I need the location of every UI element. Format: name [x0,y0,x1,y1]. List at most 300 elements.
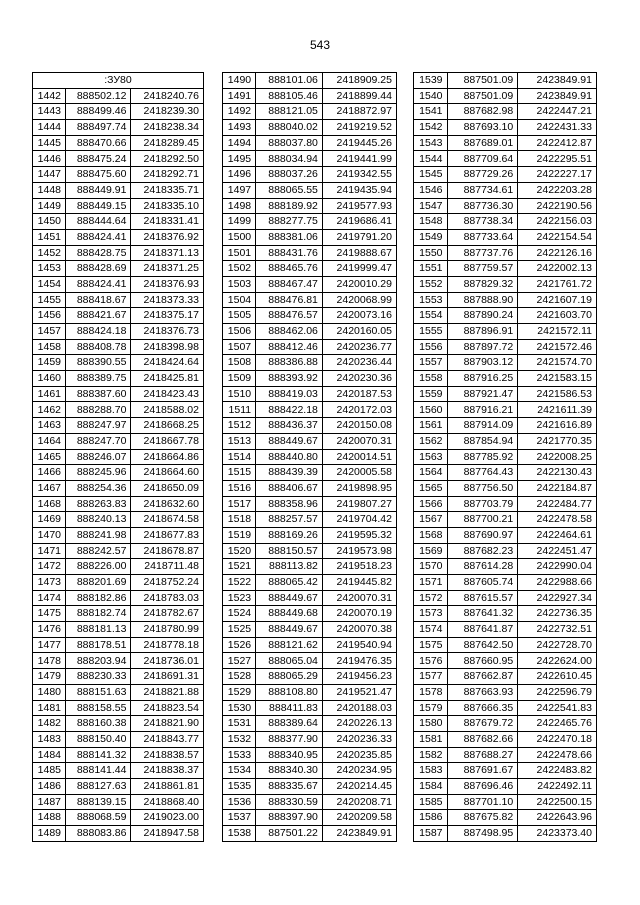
x-coordinate: 888150.57 [256,543,323,559]
point-number: 1521 [223,559,256,575]
table-row [223,198,397,214]
table-row [33,418,204,434]
x-coordinate: 888150.40 [66,731,131,747]
x-coordinate: 887916.25 [447,371,518,387]
y-coordinate: 2418667.78 [131,433,204,449]
x-coordinate: 887679.72 [447,716,518,732]
y-coordinate: 2418664.60 [131,465,204,481]
point-number: 1442 [33,88,66,104]
point-number: 1578 [414,684,448,700]
x-coordinate: 888127.63 [66,778,131,794]
x-coordinate: 888226.00 [66,559,131,575]
table-row [33,653,204,669]
point-number: 1554 [414,308,448,324]
table-row [414,308,597,324]
table-row [33,622,204,638]
table-row [414,324,597,340]
y-coordinate: 2420014.51 [322,449,396,465]
point-number: 1562 [414,433,448,449]
y-coordinate: 2423849.91 [518,88,597,104]
x-coordinate: 888424.41 [66,229,131,245]
y-coordinate: 2418678.87 [131,543,204,559]
point-number: 1501 [223,245,256,261]
y-coordinate: 2422203.28 [518,182,597,198]
y-coordinate: 2419540.94 [322,637,396,653]
table-row [33,371,204,387]
table-row [414,763,597,779]
table-row [33,637,204,653]
y-coordinate: 2418782.67 [131,606,204,622]
y-coordinate: 2418823.54 [131,700,204,716]
y-coordinate: 2419219.52 [322,120,396,136]
y-coordinate: 2422184.87 [518,480,597,496]
x-coordinate: 888389.75 [66,371,131,387]
table-row [223,465,397,481]
x-coordinate: 888068.59 [66,810,131,826]
point-number: 1507 [223,339,256,355]
table-row [414,276,597,292]
x-coordinate: 888412.46 [256,339,323,355]
x-coordinate: 888065.29 [256,669,323,685]
x-coordinate: 888121.62 [256,637,323,653]
x-coordinate: 887675.82 [447,810,518,826]
y-coordinate: 2421583.15 [518,371,597,387]
point-number: 1503 [223,276,256,292]
table-row [33,559,204,575]
point-number: 1549 [414,229,448,245]
point-number: 1475 [33,606,66,622]
table-row [33,167,204,183]
y-coordinate: 2419573.98 [322,543,396,559]
point-number: 1464 [33,433,66,449]
point-number: 1575 [414,637,448,653]
y-coordinate: 2422492.11 [518,778,597,794]
x-coordinate: 888240.13 [66,512,131,528]
x-coordinate: 888449.67 [256,622,323,638]
point-number: 1535 [223,778,256,794]
x-coordinate: 888158.55 [66,700,131,716]
point-number: 1472 [33,559,66,575]
point-number: 1577 [414,669,448,685]
table-row [33,669,204,685]
point-number: 1483 [33,731,66,747]
table-row [414,386,597,402]
y-coordinate: 2418674.58 [131,512,204,528]
y-coordinate: 2419791.20 [322,229,396,245]
x-coordinate: 888393.92 [256,371,323,387]
y-coordinate: 2422008.25 [518,449,597,465]
x-coordinate: 888181.13 [66,622,131,638]
table-row [33,292,204,308]
table-row [223,308,397,324]
point-number: 1458 [33,339,66,355]
y-coordinate: 2422732.51 [518,622,597,638]
table-row [414,261,597,277]
y-coordinate: 2420236.44 [322,355,396,371]
y-coordinate: 2418375.17 [131,308,204,324]
x-coordinate: 888169.26 [256,527,323,543]
table-row [223,637,397,653]
x-coordinate: 888189.92 [256,198,323,214]
table-row [33,700,204,716]
table-row [223,669,397,685]
x-coordinate: 888476.57 [256,308,323,324]
x-coordinate: 888397.90 [256,810,323,826]
y-coordinate: 2418664.86 [131,449,204,465]
point-number: 1445 [33,135,66,151]
table-row [223,104,397,120]
y-coordinate: 2422478.58 [518,512,597,528]
y-coordinate: 2418424.64 [131,355,204,371]
x-coordinate: 887888.90 [447,292,518,308]
y-coordinate: 2420150.08 [322,418,396,434]
point-number: 1543 [414,135,448,151]
point-number: 1490 [223,73,256,89]
table-row [223,606,397,622]
x-coordinate: 887696.46 [447,778,518,794]
point-number: 1526 [223,637,256,653]
point-number: 1468 [33,496,66,512]
table-row [33,527,204,543]
y-coordinate: 2419999.47 [322,261,396,277]
table-row [414,622,597,638]
x-coordinate: 888406.67 [256,480,323,496]
y-coordinate: 2418872.97 [322,104,396,120]
y-coordinate: 2420068.99 [322,292,396,308]
point-number: 1544 [414,151,448,167]
x-coordinate: 888418.67 [66,292,131,308]
y-coordinate: 2418838.57 [131,747,204,763]
point-number: 1451 [33,229,66,245]
y-coordinate: 2419595.32 [322,527,396,543]
table-row [33,120,204,136]
table-row [223,418,397,434]
y-coordinate: 2419898.95 [322,480,396,496]
table-row [223,716,397,732]
x-coordinate: 888499.46 [66,104,131,120]
x-coordinate: 887641.87 [447,622,518,638]
point-number: 1533 [223,747,256,763]
point-number: 1517 [223,496,256,512]
table-row [223,622,397,638]
table-row [414,167,597,183]
y-coordinate: 2421572.46 [518,339,597,355]
point-number: 1508 [223,355,256,371]
table-row [33,355,204,371]
point-number: 1494 [223,135,256,151]
table-row [414,527,597,543]
point-number: 1579 [414,700,448,716]
point-number: 1566 [414,496,448,512]
x-coordinate: 888201.69 [66,575,131,591]
x-coordinate: 887662.87 [447,669,518,685]
point-number: 1557 [414,355,448,371]
x-coordinate: 887785.92 [447,449,518,465]
table-row [414,88,597,104]
table-row [33,339,204,355]
x-coordinate: 887829.32 [447,276,518,292]
x-coordinate: 888449.91 [66,182,131,198]
table-row [33,480,204,496]
y-coordinate: 2418821.90 [131,716,204,732]
table-row [223,684,397,700]
point-number: 1583 [414,763,448,779]
point-number: 1537 [223,810,256,826]
point-number: 1502 [223,261,256,277]
y-coordinate: 2422002.13 [518,261,597,277]
y-coordinate: 2418736.01 [131,653,204,669]
point-number: 1574 [414,622,448,638]
table-row [33,245,204,261]
point-number: 1481 [33,700,66,716]
point-number: 1514 [223,449,256,465]
x-coordinate: 887759.57 [447,261,518,277]
x-coordinate: 888444.64 [66,214,131,230]
point-number: 1541 [414,104,448,120]
table-row [223,731,397,747]
y-coordinate: 2422447.21 [518,104,597,120]
y-coordinate: 2420160.05 [322,324,396,340]
point-number: 1499 [223,214,256,230]
y-coordinate: 2422736.35 [518,606,597,622]
y-coordinate: 2422227.17 [518,167,597,183]
point-number: 1495 [223,151,256,167]
x-coordinate: 888141.32 [66,747,131,763]
x-coordinate: 887666.35 [447,700,518,716]
x-coordinate: 888502.12 [66,88,131,104]
y-coordinate: 2418899.44 [322,88,396,104]
y-coordinate: 2418238.34 [131,120,204,136]
y-coordinate: 2420236.33 [322,731,396,747]
point-number: 1496 [223,167,256,183]
y-coordinate: 2419807.27 [322,496,396,512]
y-coordinate: 2422412.87 [518,135,597,151]
y-coordinate: 2419476.35 [322,653,396,669]
point-number: 1531 [223,716,256,732]
table-row [223,826,397,842]
point-number: 1576 [414,653,448,669]
x-coordinate: 887729.26 [447,167,518,183]
point-number: 1511 [223,402,256,418]
point-number: 1565 [414,480,448,496]
x-coordinate: 888254.36 [66,480,131,496]
y-coordinate: 2422541.83 [518,700,597,716]
y-coordinate: 2418780.99 [131,622,204,638]
point-number: 1489 [33,826,66,842]
x-coordinate: 887641.32 [447,606,518,622]
point-number: 1469 [33,512,66,528]
x-coordinate: 887737.76 [447,245,518,261]
y-coordinate: 2422130.43 [518,465,597,481]
point-number: 1479 [33,669,66,685]
table-row [414,449,597,465]
x-coordinate: 887690.97 [447,527,518,543]
point-number: 1456 [33,308,66,324]
coordinates-table-1 [32,72,204,842]
table-row [223,292,397,308]
point-number: 1513 [223,433,256,449]
y-coordinate: 2418650.09 [131,480,204,496]
x-coordinate: 887501.22 [256,826,323,842]
y-coordinate: 2422156.03 [518,214,597,230]
y-coordinate: 2421586.53 [518,386,597,402]
table-row [33,763,204,779]
x-coordinate: 888230.33 [66,669,131,685]
y-coordinate: 2419577.93 [322,198,396,214]
y-coordinate: 2418335.10 [131,198,204,214]
table-row [33,716,204,732]
x-coordinate: 887854.94 [447,433,518,449]
point-number: 1580 [414,716,448,732]
point-number: 1500 [223,229,256,245]
x-coordinate: 888439.39 [256,465,323,481]
y-coordinate: 2422126.16 [518,245,597,261]
table-row [33,543,204,559]
table-header-row [33,73,204,89]
x-coordinate: 888247.70 [66,433,131,449]
x-coordinate: 887501.09 [447,88,518,104]
x-coordinate: 888411.83 [256,700,323,716]
table-row [414,778,597,794]
point-number: 1523 [223,590,256,606]
y-coordinate: 2422927.34 [518,590,597,606]
y-coordinate: 2419521.47 [322,684,396,700]
y-coordinate: 2422431.33 [518,120,597,136]
point-number: 1564 [414,465,448,481]
table-row [33,214,204,230]
x-coordinate: 888377.90 [256,731,323,747]
y-coordinate: 2422728.70 [518,637,597,653]
x-coordinate: 887903.12 [447,355,518,371]
point-number: 1570 [414,559,448,575]
x-coordinate: 888449.68 [256,606,323,622]
x-coordinate: 888462.06 [256,324,323,340]
table-row [33,402,204,418]
y-coordinate: 2418398.98 [131,339,204,355]
table-row [414,465,597,481]
table-row [33,135,204,151]
table-row [33,276,204,292]
y-coordinate: 2418292.50 [131,151,204,167]
y-coordinate: 2422190.56 [518,198,597,214]
table-row [223,151,397,167]
point-number: 1498 [223,198,256,214]
y-coordinate: 2418376.93 [131,276,204,292]
table-row [414,559,597,575]
table-row [414,496,597,512]
x-coordinate: 887498.95 [447,826,518,842]
y-coordinate: 2418752.24 [131,575,204,591]
point-number: 1550 [414,245,448,261]
point-number: 1540 [414,88,448,104]
y-coordinate: 2420070.19 [322,606,396,622]
x-coordinate: 888065.42 [256,575,323,591]
point-number: 1457 [33,324,66,340]
point-number: 1509 [223,371,256,387]
table-row [223,512,397,528]
point-number: 1529 [223,684,256,700]
y-coordinate: 2422464.61 [518,527,597,543]
point-number: 1584 [414,778,448,794]
table-row [414,135,597,151]
table-row [414,637,597,653]
x-coordinate: 888105.46 [256,88,323,104]
y-coordinate: 2418423.43 [131,386,204,402]
x-coordinate: 887703.79 [447,496,518,512]
table-row [33,778,204,794]
x-coordinate: 888083.86 [66,826,131,842]
table-row [223,182,397,198]
table-row [33,496,204,512]
table-row [223,433,397,449]
y-coordinate: 2420172.03 [322,402,396,418]
y-coordinate: 2419445.82 [322,575,396,591]
point-number: 1452 [33,245,66,261]
y-coordinate: 2419704.42 [322,512,396,528]
table-row [414,747,597,763]
x-coordinate: 888040.02 [256,120,323,136]
y-coordinate: 2422988.66 [518,575,597,591]
x-coordinate: 888358.96 [256,496,323,512]
point-number: 1450 [33,214,66,230]
x-coordinate: 888340.95 [256,747,323,763]
table-row [33,261,204,277]
point-number: 1524 [223,606,256,622]
table-row [223,480,397,496]
y-coordinate: 2422624.00 [518,653,597,669]
table-row [414,355,597,371]
y-coordinate: 2422465.76 [518,716,597,732]
y-coordinate: 2418376.92 [131,229,204,245]
x-coordinate: 888241.98 [66,527,131,543]
table-row [223,575,397,591]
table-row [414,826,597,842]
table-row [33,386,204,402]
point-number: 1542 [414,120,448,136]
point-number: 1572 [414,590,448,606]
x-coordinate: 888160.38 [66,716,131,732]
table-row [33,449,204,465]
point-number: 1446 [33,151,66,167]
y-coordinate: 2420010.29 [322,276,396,292]
x-coordinate: 888422.18 [256,402,323,418]
point-number: 1553 [414,292,448,308]
table-row [414,214,597,230]
x-coordinate: 888424.18 [66,324,131,340]
y-coordinate: 2418843.77 [131,731,204,747]
point-number: 1559 [414,386,448,402]
point-number: 1471 [33,543,66,559]
y-coordinate: 2418632.60 [131,496,204,512]
y-coordinate: 2421761.72 [518,276,597,292]
x-coordinate: 887921.47 [447,386,518,402]
y-coordinate: 2421616.89 [518,418,597,434]
x-coordinate: 888497.74 [66,120,131,136]
y-coordinate: 2420235.85 [322,747,396,763]
point-number: 1497 [223,182,256,198]
table-row [223,496,397,512]
table-row [414,182,597,198]
y-coordinate: 2418425.81 [131,371,204,387]
table-row [223,371,397,387]
y-coordinate: 2418331.41 [131,214,204,230]
table-row [414,480,597,496]
table-row [223,778,397,794]
point-number: 1571 [414,575,448,591]
point-number: 1487 [33,794,66,810]
y-coordinate: 2420236.77 [322,339,396,355]
x-coordinate: 888263.83 [66,496,131,512]
